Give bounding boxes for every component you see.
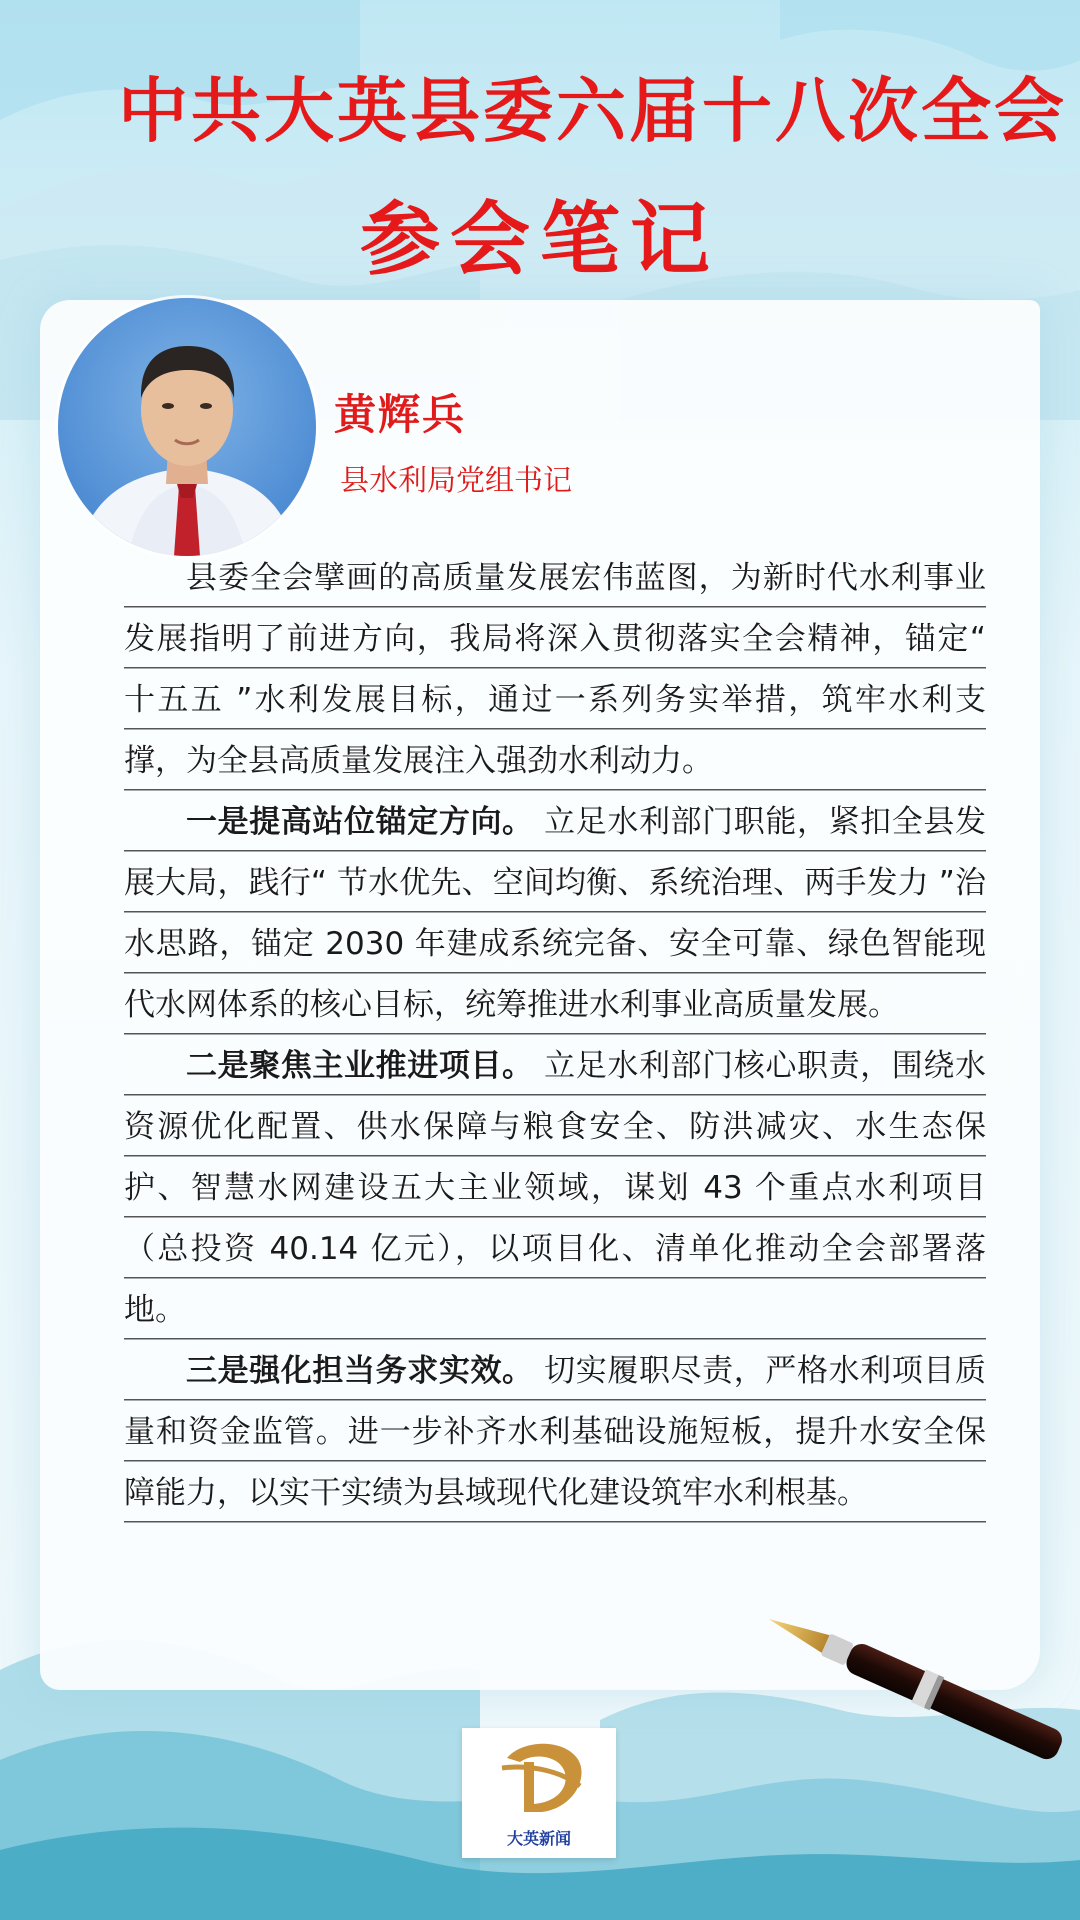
point-3-text: 切实履职尽责，严格水利项目质量和资金监管。进一步补齐水利基础设施短板，提升水安全保障能力，以实干实绩为县域现代化建设筑牢水利根基。 <box>124 1353 987 1511</box>
article-point-1 <box>124 792 986 1036</box>
author-position: 县水利局党组书记 <box>340 463 573 497</box>
point-1-text: 立足水利部门职能，紧扣全县发展大局，践行“ 节水优先、空间均衡、系统治理、两手发力 ”治水思路，锚定 2030 年建成系统完备、安全可靠、绿色智能现代水网体系的核心目标，统筹推进水利事业高质量发展。 <box>124 804 987 1023</box>
point-3-lead: 三是强化担当务求实效。 <box>186 1353 534 1389</box>
article-point-3 <box>124 1341 986 1524</box>
news-logo <box>462 1728 616 1858</box>
author-name: 黄辉兵 <box>334 390 467 439</box>
article-point-2 <box>124 1036 986 1341</box>
article-intro <box>124 548 986 792</box>
point-2-text: 立足水利部门核心职责，围绕水资源优化配置、供水保障与粮食安全、防洪减灾、水生态保护、智慧水网建设五大主业领域，谋划 43 个重点水利项目（总投资 40.14 亿元），以项目化、清单化推动全会部署落地。 <box>124 1048 987 1328</box>
fountain-pen-icon <box>758 1612 1080 1762</box>
page-title: 中共大英县委六届十八次全会 <box>118 69 1067 152</box>
author-avatar <box>58 298 316 556</box>
logo-text: 大英新闻 <box>506 1829 571 1848</box>
page-subtitle: 参会笔记 <box>360 192 720 286</box>
person-portrait-icon <box>58 298 316 556</box>
intro-text: 县委全会擘画的高质量发展宏伟蓝图，为新时代水利事业发展指明了前进方向，我局将深入贯彻落实全会精神，锚定“ 十五五 ”水利发展目标，通过一系列务实举措，筑牢水利支撑，为全县高质量发展注入强劲水利动力。 <box>124 560 986 779</box>
point-2-lead: 二是聚焦主业推进项目。 <box>186 1048 534 1084</box>
point-1-lead: 一是提高站位锚定方向。 <box>186 804 534 840</box>
news-logo-icon <box>462 1728 616 1828</box>
article-body <box>124 548 986 1524</box>
